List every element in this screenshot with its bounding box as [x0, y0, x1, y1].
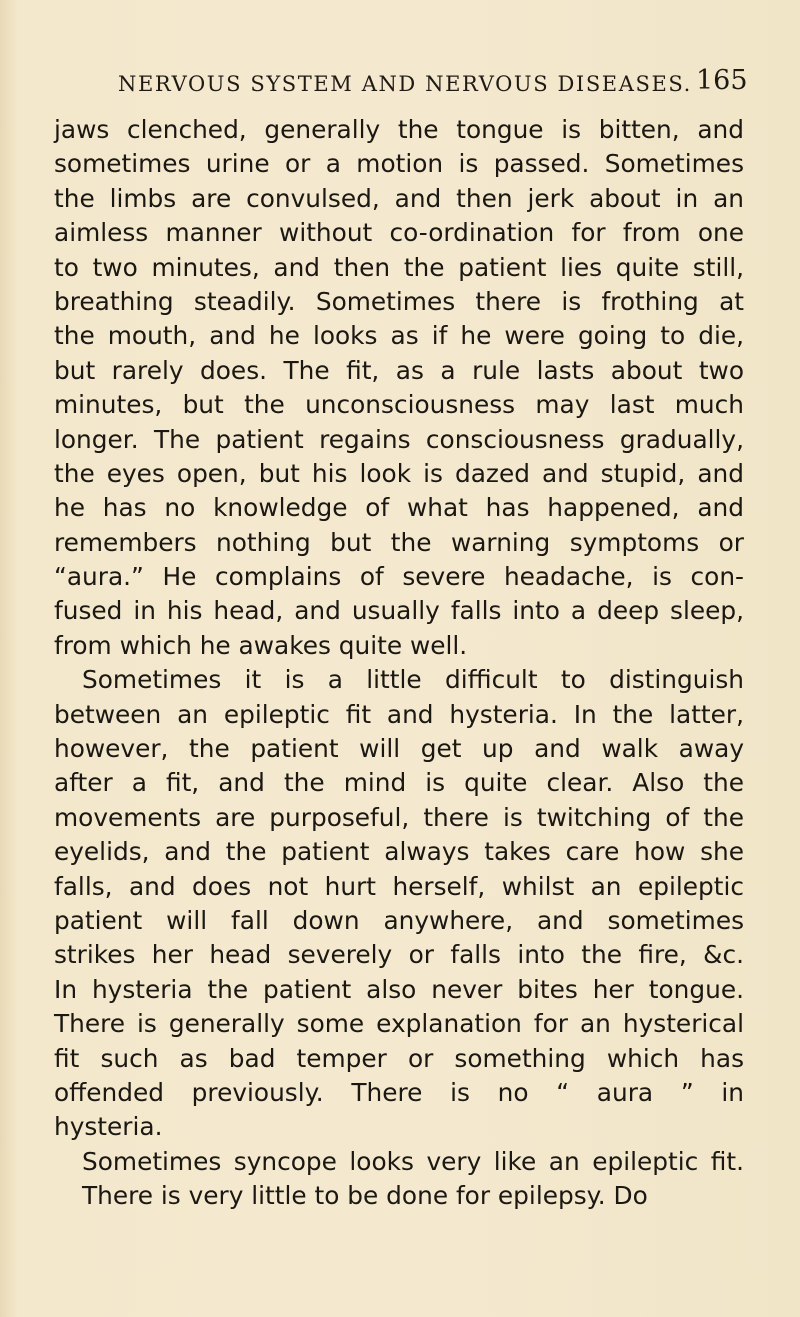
running-title: NERVOUS SYSTEM AND NERVOUS DISEASES.: [118, 72, 692, 96]
text-line: strikes her head severely or falls into the fire, &c.: [54, 940, 744, 970]
text-line: aimless manner without co-ordination for from one: [54, 218, 744, 248]
text-line: “aura.” He complains of severe headache, is con-: [54, 562, 744, 592]
text-line: remembers nothing but the warning symptoms or: [54, 527, 744, 557]
text-line: hysteria.: [54, 1112, 163, 1142]
text-line: There is generally some explanation for an hysterical: [54, 1009, 744, 1039]
text-line: fit such as bad temper or something which has: [54, 1043, 744, 1073]
text-line: Sometimes syncope looks very like an epileptic fit.: [82, 1146, 744, 1176]
text-line: movements are purposeful, there is twitching of the: [54, 802, 744, 832]
text-line: Sometimes it is a little difficult to distinguish: [82, 665, 744, 695]
text-line: eyelids, and the patient always takes care how she: [54, 837, 744, 867]
text-line: jaws clenched, generally the tongue is bitten, and: [54, 115, 744, 144]
body-text: [54, 113, 744, 1214]
text-line: the limbs are convulsed, and then jerk about in an: [54, 183, 744, 213]
text-line: longer. The patient regains consciousness gradually,: [54, 424, 744, 454]
text-line: he has no knowledge of what has happened, and: [54, 493, 744, 523]
text-line: the eyes open, but his look is dazed and stupid, and: [54, 458, 744, 488]
text-line: sometimes urine or a motion is passed. Sometimes: [54, 149, 744, 179]
text-line: from which he awakes quite well.: [54, 630, 468, 660]
text-line: There is very little to be done for epilepsy. Do: [82, 1181, 648, 1211]
text-line: the mouth, and he looks as if he were going to die,: [54, 321, 744, 351]
text-line: after a fit, and the mind is quite clear. Also the: [54, 768, 744, 798]
text-line: falls, and does not hurt herself, whilst an epileptic: [54, 871, 744, 901]
text-line: patient will fall down anywhere, and sometimes: [54, 905, 744, 935]
page-header: [118, 65, 748, 96]
page-number: 165: [696, 65, 748, 96]
text-line: offended previously. There is no “ aura ” in: [54, 1077, 744, 1107]
text-line: between an epileptic fit and hysteria. In the latter,: [54, 699, 744, 729]
text-line: In hysteria the patient also never bites her tongue.: [54, 974, 744, 1004]
text-line: but rarely does. The fit, as a rule lasts about two: [54, 355, 744, 385]
text-line: minutes, but the unconsciousness may last much: [54, 390, 744, 420]
text-line: however, the patient will get up and walk away: [54, 734, 744, 764]
text-line: breathing steadily. Sometimes there is frothing at: [54, 286, 744, 316]
text-line: fused in his head, and usually falls into a deep sleep,: [54, 596, 744, 626]
text-line: to two minutes, and then the patient lies quite still,: [54, 252, 744, 282]
